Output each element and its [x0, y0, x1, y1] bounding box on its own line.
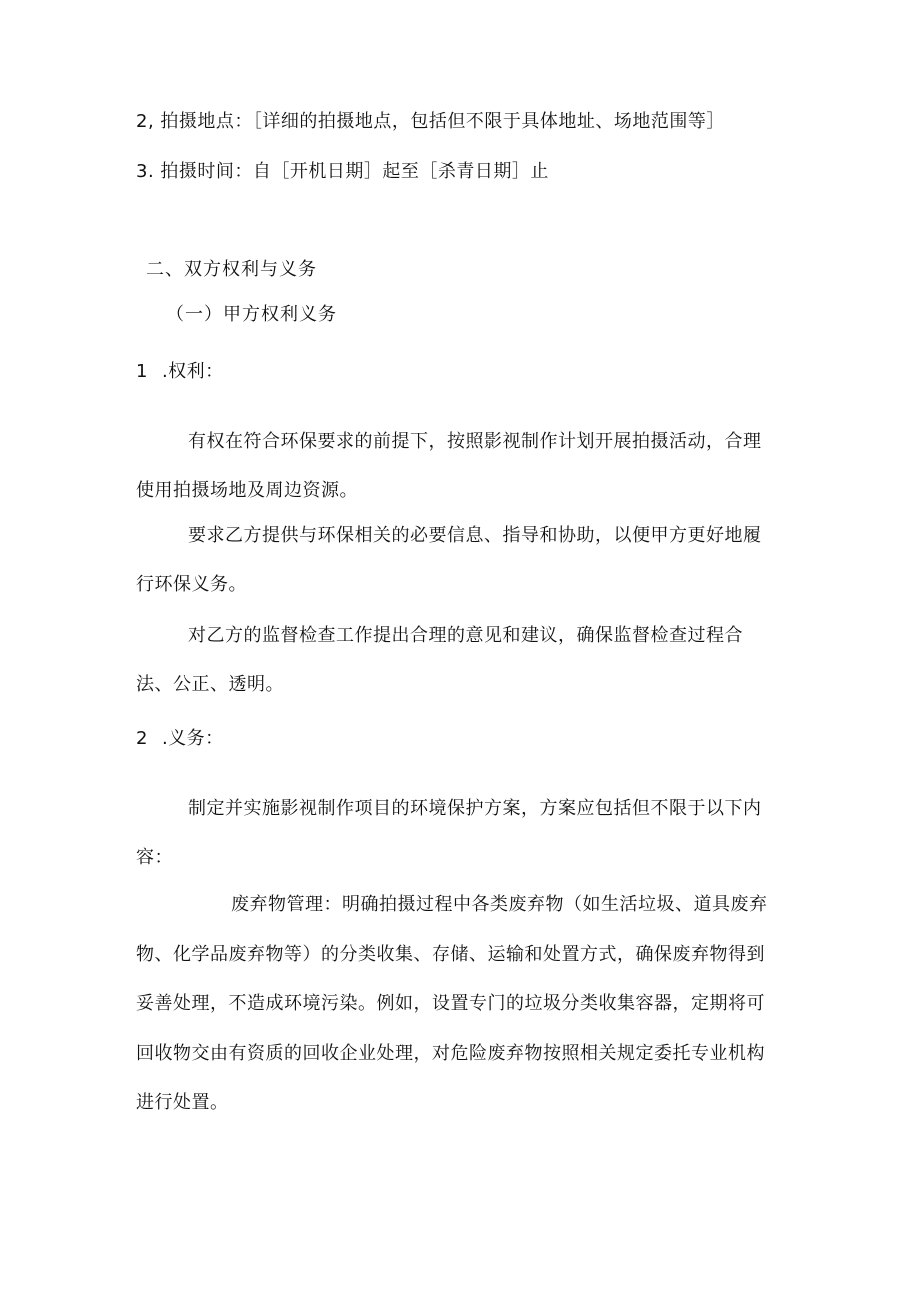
rights-paragraph-1-line-1: 有权在符合环保要求的前提下，按照影视制作计划开展拍摄活动，合理: [188, 431, 762, 452]
duties-paragraph-2-line-5: 进行处置。: [136, 1092, 229, 1113]
rights-label-text: .权利：: [161, 361, 224, 382]
duties-paragraph-2-line-1: 废弃物管理：明确拍摄过程中各类废弃物（如生活垃圾、道具废弃: [231, 894, 768, 915]
shooting-location-line: 2, 拍摄地点：［详细的拍摄地点，包括但不限于具体地址、场地范围等］: [136, 111, 725, 132]
subsection-heading-party-a: （一）甲方权利义务: [166, 304, 337, 325]
rights-label: [136, 360, 224, 384]
rights-paragraph-2-line-1: 要求乙方提供与环保相关的必要信息、指导和协助，以便甲方更好地履: [188, 525, 762, 546]
rights-paragraph-1-line-2: 使用拍摄场地及周边资源。: [136, 480, 358, 501]
rights-paragraph-3-line-1: 对乙方的监督检查工作提出合理的意见和建议，确保监督检查过程合: [188, 625, 743, 646]
duties-number: 2: [136, 728, 148, 749]
duties-paragraph-2-line-3: 妥善处理，不造成环境污染。例如，设置专门的垃圾分类收集容器，定期将可: [136, 993, 765, 1014]
rights-paragraph-3-line-2: 法、公正、透明。: [136, 674, 284, 695]
duties-paragraph-1-line-2: 容：: [136, 847, 173, 868]
rights-paragraph-2-line-2: 行环保义务。: [136, 574, 247, 595]
duties-label: [136, 727, 224, 751]
duties-paragraph-1-line-1: 制定并实施影视制作项目的环境保护方案，方案应包括但不限于以下内: [188, 798, 762, 819]
shooting-time-line: 3. 拍摄时间：自［开机日期］起至［杀青日期］止: [136, 161, 549, 182]
duties-label-text: .义务：: [161, 728, 224, 749]
duties-paragraph-2-line-2: 物、化学品废弃物等）的分类收集、存储、运输和处置方式，确保废弃物得到: [136, 944, 765, 965]
duties-paragraph-2-line-4: 回收物交由有资质的回收企业处理，对危险废弃物按照相关规定委托专业机构: [136, 1043, 765, 1064]
section-heading-rights-duties: 二、双方权利与义务: [146, 259, 317, 280]
rights-number: 1: [136, 361, 148, 382]
